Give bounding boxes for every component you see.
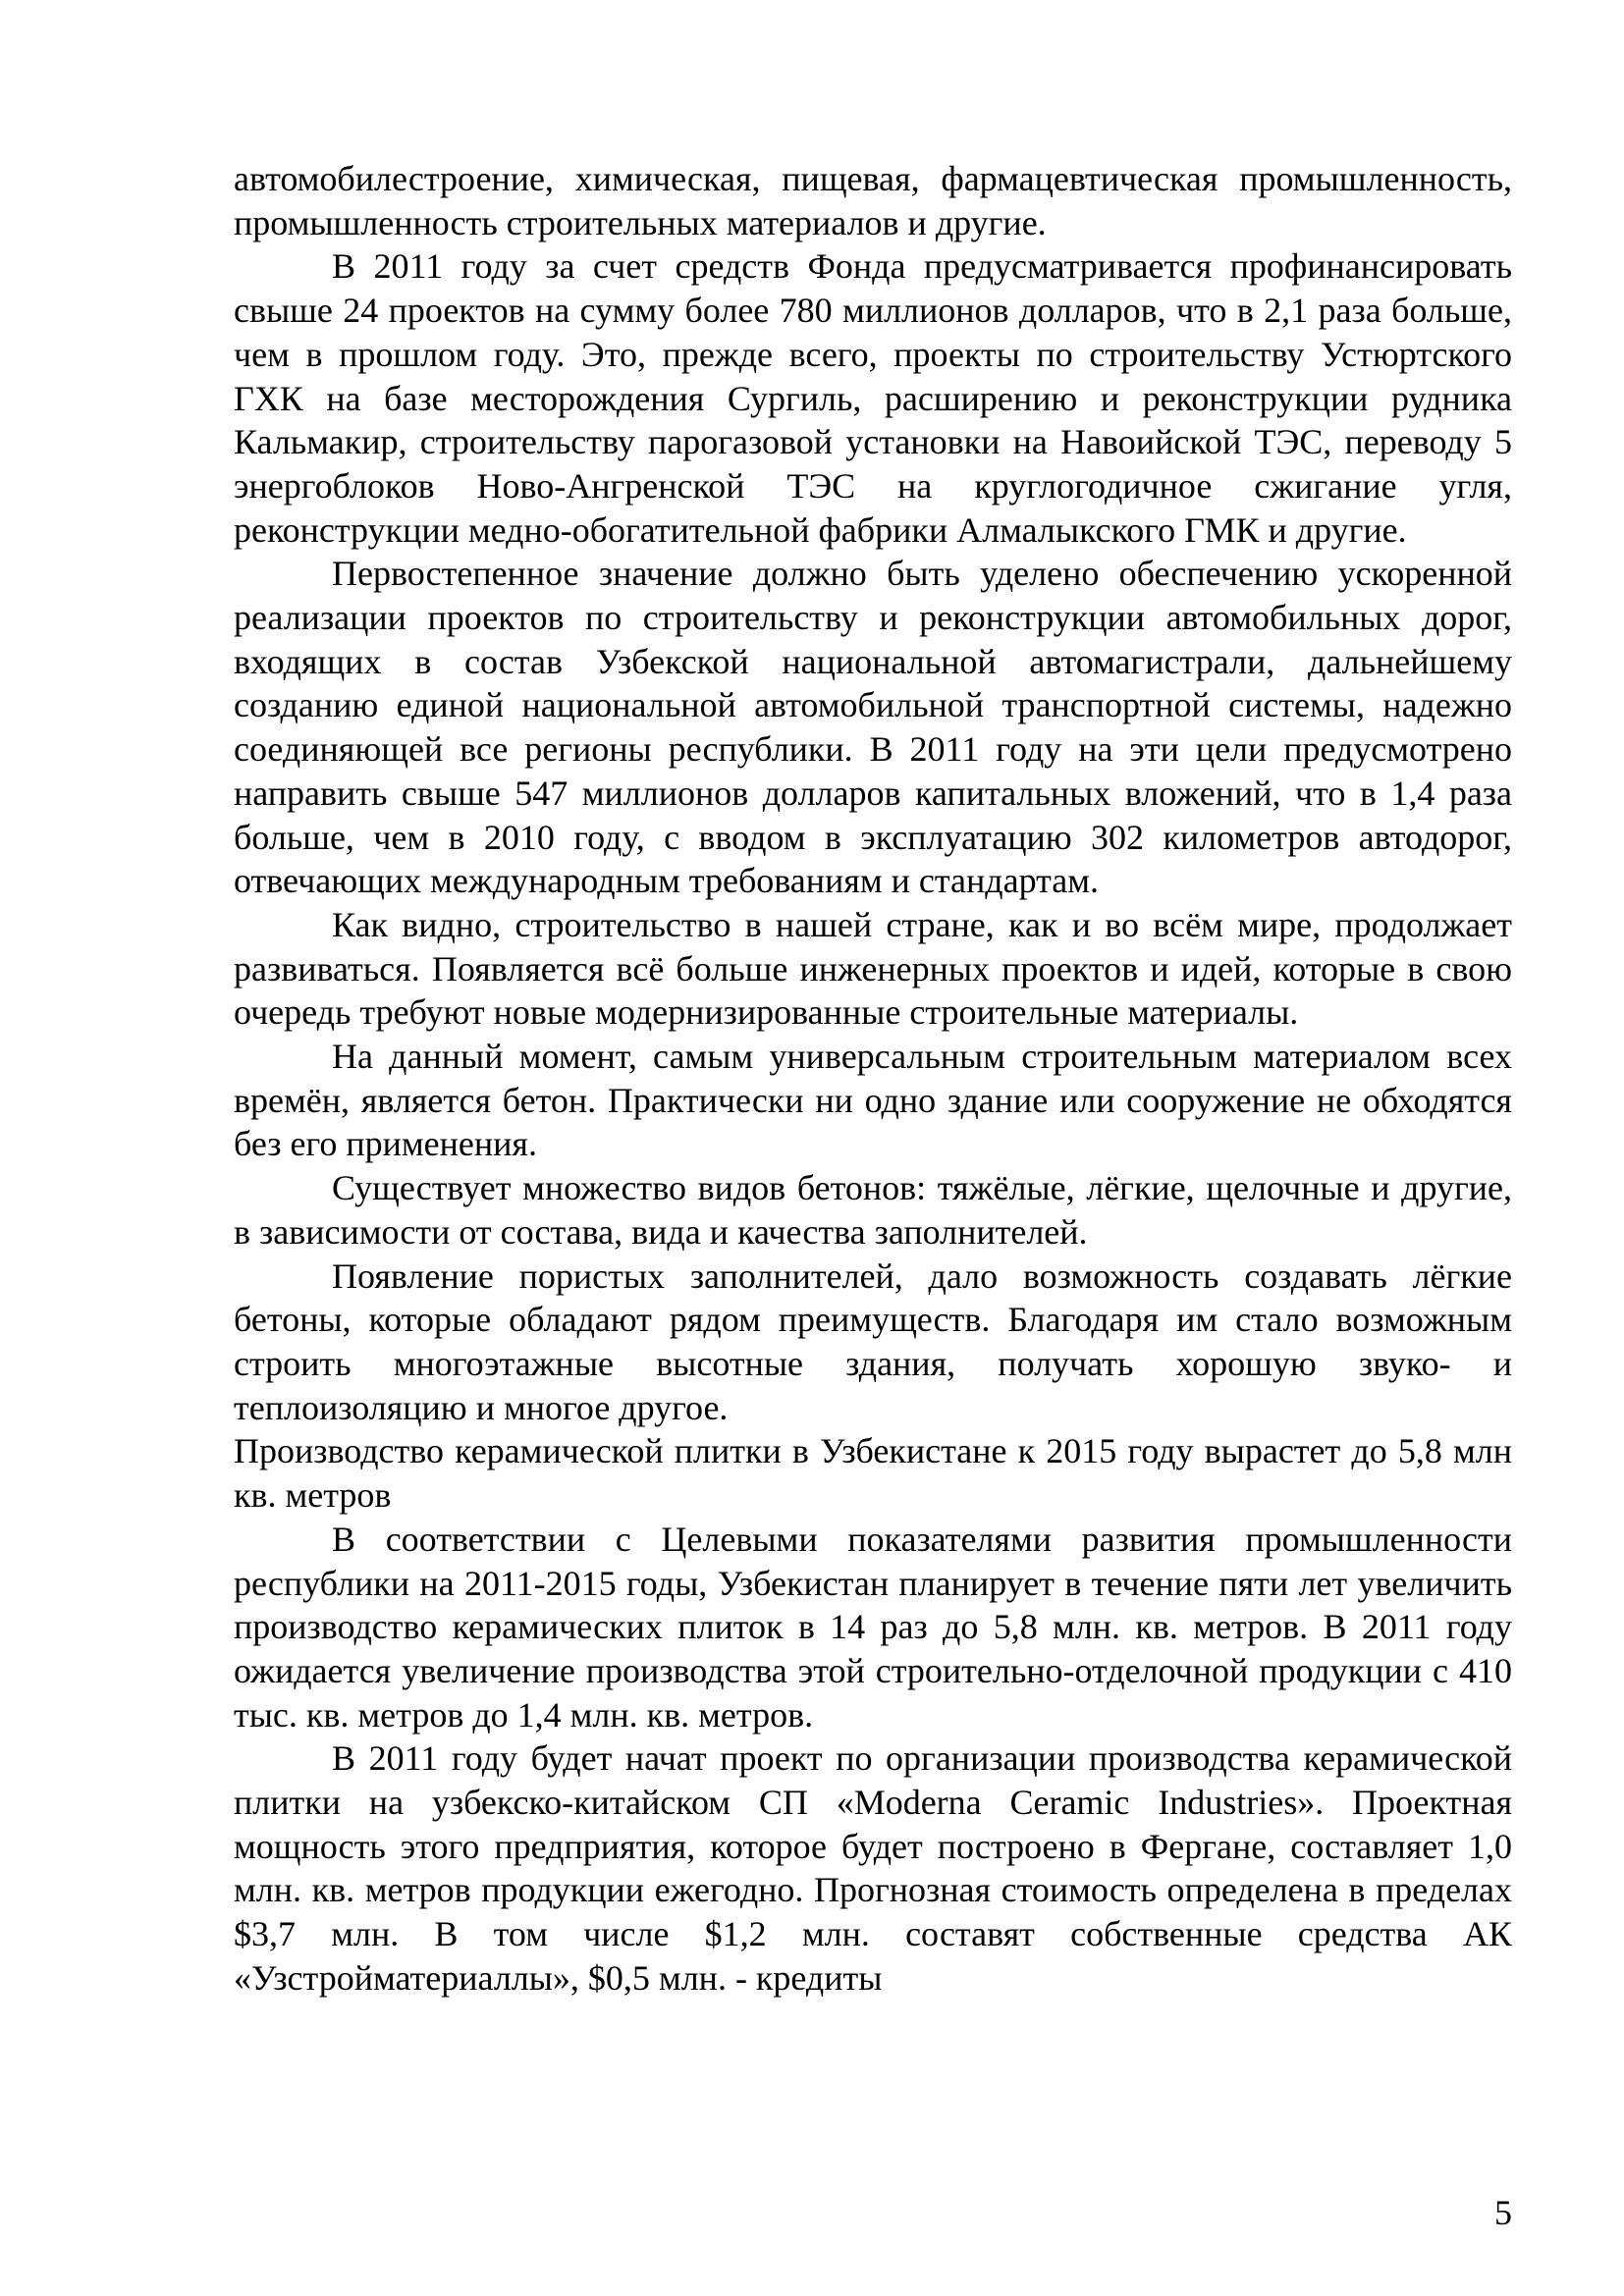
section-heading: Производство керамической плитки в Узбекистане к 2015 году вырастет до 5,8 млн кв. метров: [234, 1431, 1512, 1516]
paragraph-9: В 2011 году будет начат проект по организации производства керамической плитки на узбекско-китайском СП «Moderna Ceramic Industries». Проектная мощность этого предприятия, которое будет построено в Фергане, составляет 1,0 млн. кв. метров продукции ежегодно. Прогнозная стоимость определена в пределах $3,7 млн. В том числе $1,2 млн. составят собственные средства АК «Узстройматериаллы», $0,5 млн. - кредиты: [234, 1738, 1512, 1998]
paragraph-1: автомобилестроение, химическая, пищевая, фармацевтическая промышленность, промышленность строительных материалов и другие.: [234, 159, 1512, 242]
document-body: [234, 157, 1512, 2001]
page-number: 5: [1494, 2193, 1512, 2232]
paragraph-8: В соответствии с Целевыми показателями развития промышленности республики на 2011-2015 годы, Узбекистан планирует в течение пяти лет увеличить производство керамических плиток в 14 раз до 5,8 млн. кв. метров. В 2011 году ожидается увеличение производства этой строительно-отделочной продукции с 410 тыс. кв. метров до 1,4 млн. кв. метров.: [234, 1519, 1512, 1735]
paragraph-6: Существует множество видов бетонов: тяжёлые, лёгкие, щелочные и другие, в зависимости от состава, вида и качества заполнителей.: [234, 1168, 1512, 1252]
paragraph-2: В 2011 году за счет средств Фонда предусматривается профинансировать свыше 24 проектов на сумму более 780 миллионов долларов, что в 2,1 раза больше, чем в прошлом году. Это, прежде всего, проекты по строительству Устюртского ГХК на базе месторождения Сургиль, расширению и реконструкции рудника Кальмакир, строительству парогазовой установки на Навоийской ТЭС, переводу 5 энергоблоков Ново-Ангренской ТЭС на круглогодичное сжигание угля, реконструкции медно-обогатительной фабрики Алмалыкского ГМК и другие.: [234, 246, 1512, 550]
paragraph-4: Как видно, строительство в нашей стране, как и во всём мире, продолжает развиваться. Появляется всё больше инженерных проектов и идей, которые в свою очередь требуют новые модернизированные строительные материалы.: [234, 904, 1512, 1033]
paragraph-7: Появление пористых заполнителей, дало возможность создавать лёгкие бетоны, которые обладают рядом преимуществ. Благодаря им стало возможным строить многоэтажные высотные здания, получать хорошую звуко- и теплоизоляцию и многое другое.: [234, 1255, 1512, 1427]
paragraph-3: Первостепенное значение должно быть уделено обеспечению ускоренной реализации проектов по строительству и реконструкции автомобильных дорог, входящих в состав Узбекской национальной автомагистрали, дальнейшему созданию единой национальной автомобильной транспортной системы, надежно соединяющей все регионы республики. В 2011 году на эти цели предусмотрено направить свыше 547 миллионов долларов капитальных вложений, что в 1,4 раза больше, чем в 2010 году, с вводом в эксплуатацию 302 километров автодорог, отвечающих международным требованиям и стандартам.: [234, 554, 1512, 901]
paragraph-5: На данный момент, самым универсальным строительным материалом всех времён, является бетон. Практически ни одно здание или сооружение не обходятся без его применения.: [234, 1037, 1512, 1164]
